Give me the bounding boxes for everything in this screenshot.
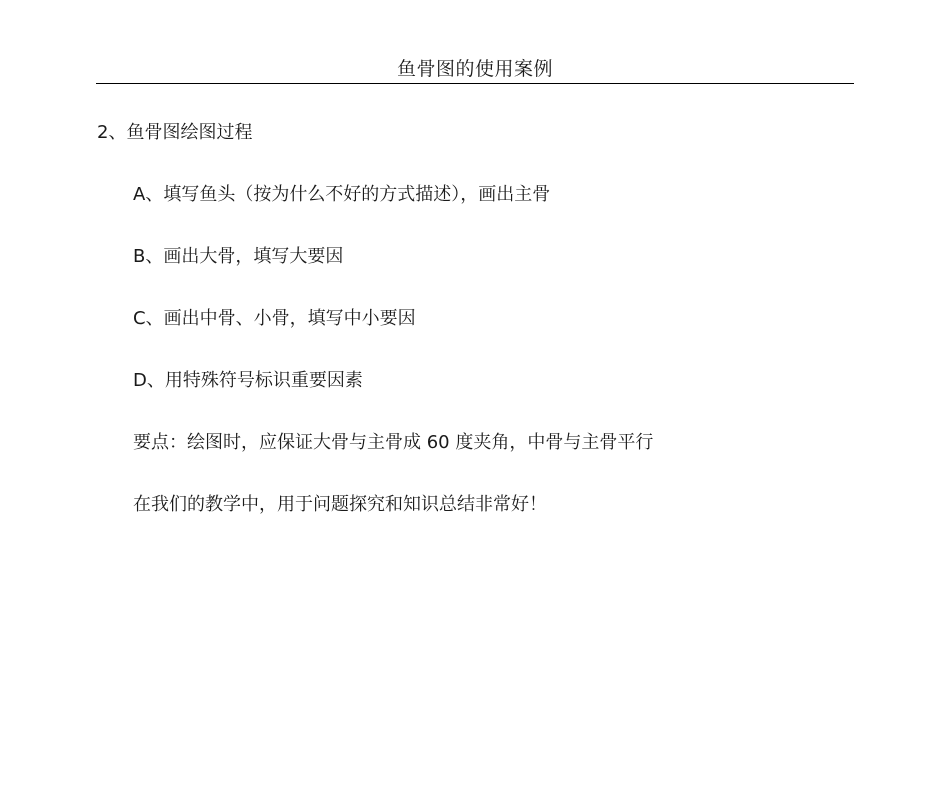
step-d-text: D、用特殊符号标识重要因素	[133, 370, 363, 391]
step-c-text: C、画出中骨、小骨，填写中小要因	[133, 308, 416, 329]
section-heading: 2、鱼骨图绘图过程	[97, 122, 253, 143]
step-a-text: A、填写鱼头（按为什么不好的方式描述），画出主骨	[133, 184, 551, 205]
page-header	[96, 56, 854, 84]
teaching-note-text: 在我们的教学中，用于问题探究和知识总结非常好！	[133, 494, 547, 515]
step-b-text: B、画出大骨，填写大要因	[133, 246, 344, 267]
page-title: 鱼骨图的使用案例	[396, 58, 553, 80]
key-point-text: 要点：绘图时，应保证大骨与主骨成 60 度夹角，中骨与主骨平行	[133, 432, 654, 453]
content-list	[133, 183, 653, 555]
